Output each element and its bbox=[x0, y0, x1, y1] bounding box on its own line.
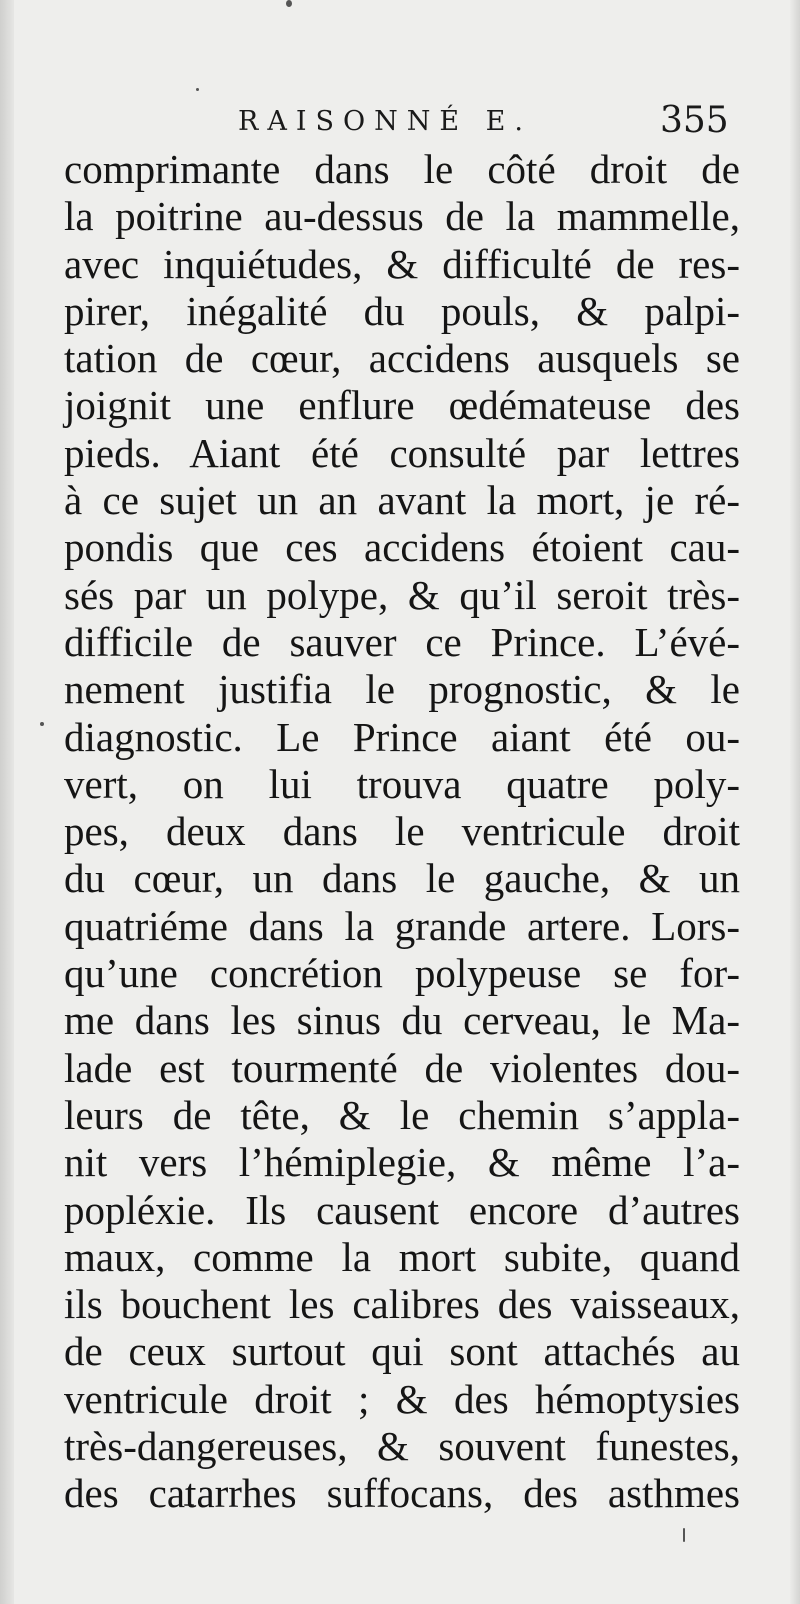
text-line: vert, on lui trouva quatre poly- bbox=[64, 760, 740, 807]
text-line: à ce sujet un an avant la mort, je ré- bbox=[64, 477, 740, 524]
text-line: nement justifia le prognostic, & le bbox=[64, 666, 740, 713]
page-header bbox=[0, 100, 800, 146]
text-line: leurs de tête, & le chemin s’appla- bbox=[64, 1091, 740, 1138]
text-line: difficile de sauver ce Prince. L’évé- bbox=[64, 618, 740, 665]
text-line: des catarrhes suffocans, des asthmes bbox=[64, 1470, 740, 1517]
text-line: avec inquiétudes, & difficulté de res- bbox=[64, 240, 740, 287]
text-line: la poitrine au-dessus de la mammelle, bbox=[64, 193, 740, 240]
body-text bbox=[64, 146, 740, 1518]
text-line: lade est tourmenté de violentes dou- bbox=[64, 1044, 740, 1091]
text-line: pes, deux dans le ventricule droit bbox=[64, 808, 740, 855]
text-line: ventricule droit ; & des hémoptysies bbox=[64, 1375, 740, 1422]
page-gutter-shadow bbox=[0, 0, 14, 1604]
text-line: pirer, inégalité du pouls, & palpi- bbox=[64, 287, 740, 334]
text-line: tation de cœur, accidens ausquels se bbox=[64, 335, 740, 382]
running-head: RAISONNÉ E. bbox=[238, 106, 532, 137]
text-line: maux, comme la mort subite, quand bbox=[64, 1233, 740, 1280]
text-line: me dans les sinus du cerveau, le Ma- bbox=[64, 997, 740, 1044]
text-line: du cœur, un dans le gauche, & un bbox=[64, 855, 740, 902]
text-line: joignit une enflure œdémateuse des bbox=[64, 382, 740, 429]
text-line: ils bouchent les calibres des vaisseaux, bbox=[64, 1281, 740, 1328]
text-line: comprimante dans le côté droit de bbox=[64, 146, 740, 192]
text-line: pieds. Aiant été consulté par lettres bbox=[64, 429, 740, 476]
ink-speck bbox=[683, 1528, 685, 1542]
ink-speck bbox=[196, 88, 199, 91]
ink-speck bbox=[286, 0, 292, 7]
text-line: popléxie. Ils causent encore d’autres bbox=[64, 1186, 740, 1233]
page-number: 355 bbox=[660, 100, 729, 141]
page-edge-shadow bbox=[790, 0, 800, 1604]
text-line: très-dangereuses, & souvent funestes, bbox=[64, 1423, 740, 1470]
ink-speck bbox=[40, 722, 44, 726]
text-line: quatriéme dans la grande artere. Lors- bbox=[64, 902, 740, 949]
text-line: de ceux surtout qui sont attachés au bbox=[64, 1328, 740, 1375]
text-line: nit vers l’hémiplegie, & même l’a- bbox=[64, 1139, 740, 1186]
text-line: qu’une concrétion polypeuse se for- bbox=[64, 950, 740, 997]
text-line: sés par un polype, & qu’il seroit très- bbox=[64, 571, 740, 618]
text-line: pondis que ces accidens étoient cau- bbox=[64, 524, 740, 571]
text-line: diagnostic. Le Prince aiant été ou- bbox=[64, 713, 740, 760]
